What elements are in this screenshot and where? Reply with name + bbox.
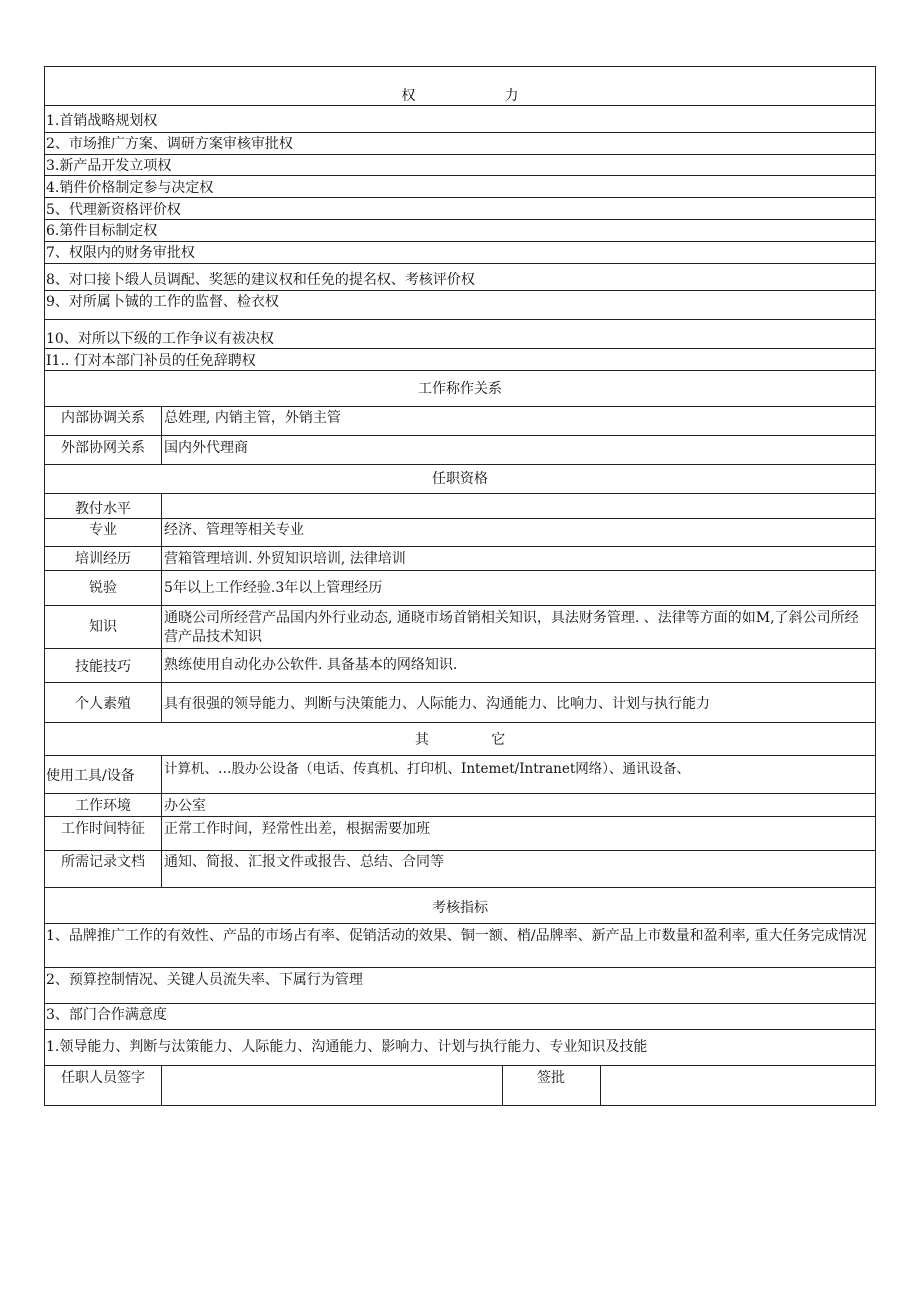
power-item-row — [44, 242, 876, 264]
power-item-row — [44, 349, 876, 371]
column-divider — [161, 756, 162, 793]
other-title: 其 它 — [414, 732, 506, 748]
kpi-item-row — [44, 1004, 876, 1030]
power-item: 2、市场推广方案、调研方案审核审批权 — [46, 136, 293, 152]
approve-value[interactable] — [603, 1069, 871, 1099]
power-item-row — [44, 176, 876, 198]
powers-title-row — [44, 66, 876, 106]
qualification-label: 培训经历 — [75, 551, 131, 567]
column-divider — [161, 1066, 162, 1105]
other-label: 使用工具/设备 — [46, 768, 135, 784]
relation-label: 内部协调关系 — [61, 410, 145, 426]
power-item-row — [44, 264, 876, 291]
qualification-row — [44, 649, 876, 683]
other-title-row — [44, 723, 876, 756]
kpi-item: 1、品牌推广工作的有效性、产品的市场占有率、促销活动的效果、铜一额、梢/品牌率、新产品上市数量和盈利率, 重大任务完成情况 — [46, 928, 867, 944]
column-divider — [161, 851, 162, 887]
qualification-label: 锐验 — [89, 580, 117, 596]
power-item-row — [44, 106, 876, 133]
kpi-item: 1.领导能力、判断与汰策能力、人际能力、沟通能力、影响力、计划与执行能力、专业知识及技能 — [46, 1039, 648, 1055]
qualification-value: 5年以上工作经验.3年以上管理经历 — [164, 580, 383, 596]
relation-label: 外部协网关系 — [61, 440, 145, 456]
power-item: 4.销件价格制定参与决定权 — [46, 180, 214, 196]
qualification-label: 个人素殖 — [75, 696, 131, 712]
kpi-title: 考核指标 — [432, 900, 488, 916]
other-value: 通知、简报、汇报文件或报告、总结、合同等 — [164, 854, 444, 870]
kpi-title-row — [44, 888, 876, 924]
column-divider — [161, 817, 162, 850]
relation-row — [44, 436, 876, 465]
column-divider — [161, 683, 162, 722]
column-divider — [161, 407, 162, 435]
qualification-label: 知识 — [89, 619, 117, 635]
qualification-value: 具有很强的领导能力、判断与決策能力、人际能力、沟通能力、比响力、计划与执行能力 — [164, 696, 710, 712]
qualification-value: 熟练使用自动化办公软件. 具备基本的网络知识. — [164, 657, 458, 673]
column-divider — [161, 519, 162, 546]
relation-value: 国内外代理商 — [164, 440, 248, 456]
power-item-row — [44, 133, 876, 155]
qualification-label: 技能技巧 — [75, 659, 131, 675]
kpi-item: 2、预算控制情况、关键人员流失率、下属行为管理 — [46, 972, 363, 988]
qualification-value: 营箱管理培训. 外贸知识培训, 法律培训 — [164, 551, 406, 567]
qualification-row — [44, 547, 876, 571]
kpi-item-row — [44, 924, 876, 968]
signature-value[interactable] — [164, 1069, 499, 1099]
other-row — [44, 794, 876, 817]
other-label: 工作时间特征 — [61, 821, 145, 837]
power-item: I1.. 仃对本部门补员的任免辞聘权 — [46, 353, 256, 369]
other-label: 所需记录文档 — [61, 854, 145, 870]
power-item-row — [44, 320, 876, 349]
column-divider — [600, 1066, 601, 1105]
power-item: 6.第件目标制定权 — [46, 223, 158, 239]
signature-row — [44, 1066, 876, 1106]
qualification-label: 教付水平 — [75, 501, 131, 517]
power-item-row — [44, 198, 876, 220]
kpi-item-row — [44, 968, 876, 1004]
kpi-item-row — [44, 1030, 876, 1066]
other-row — [44, 851, 876, 888]
power-item: 10、对所以下级的工作争议有祓决权 — [46, 331, 274, 347]
qualification-row — [44, 606, 876, 649]
power-item-row — [44, 291, 876, 320]
qualification-row — [44, 519, 876, 547]
other-label: 工作环境 — [75, 798, 131, 814]
other-value: 计算机、…股办公设备（电话、传真机、打印机、Intemet/Intranet网络）、通讯设备、 — [164, 761, 691, 777]
power-item: 8、对口接卜缎人员调配、奖惩的建议权和任免的提名权、考核评价权 — [46, 272, 475, 288]
approve-label: 签批 — [537, 1070, 565, 1086]
column-divider — [161, 649, 162, 682]
relation-row — [44, 407, 876, 436]
qualification-value: 通晓公司所经营产品国内外行业动态, 通晓市场首销相关知识，具法财务管理. 、法律等方面的如M,了斜公司所经营产品技术知识 — [164, 610, 859, 645]
column-divider — [161, 547, 162, 570]
kpi-item: 3、部门合作满意度 — [46, 1007, 167, 1023]
power-item: 9、对所属卜铖的工作的监督、检衣权 — [46, 294, 279, 310]
power-item-row — [44, 155, 876, 176]
qualifications-title-row — [44, 465, 876, 494]
column-divider — [161, 571, 162, 605]
other-row — [44, 756, 876, 794]
other-value: 正常工作时间，羟常性出差，根据需要加班 — [164, 821, 430, 837]
power-item: 3.新产品开发立项权 — [46, 158, 172, 174]
power-item: 1.首销战略规划权 — [46, 113, 158, 129]
qualification-label: 专业 — [89, 522, 117, 538]
relations-title: 工作称作关系 — [418, 381, 502, 397]
power-item-row — [44, 220, 876, 242]
power-item: 7、权限内的财务审批权 — [46, 245, 195, 261]
other-value: 办公室 — [164, 798, 206, 814]
relations-title-row — [44, 371, 876, 407]
other-row — [44, 817, 876, 851]
qualification-row — [44, 683, 876, 723]
power-item: 5、代理新资格评价权 — [46, 202, 181, 218]
powers-title: 权 力 — [401, 88, 519, 104]
qualification-value: 经济、管理等相关专业 — [164, 522, 304, 538]
relation-value: 总姓理, 内销主管，外销主管 — [164, 410, 341, 426]
qualifications-title: 任职资格 — [432, 471, 488, 487]
qualification-row — [44, 494, 876, 519]
column-divider — [161, 606, 162, 648]
signature-label: 任职人员签字 — [61, 1070, 145, 1086]
qualification-row — [44, 571, 876, 606]
column-divider — [161, 436, 162, 464]
column-divider — [161, 794, 162, 816]
column-divider — [161, 494, 162, 518]
